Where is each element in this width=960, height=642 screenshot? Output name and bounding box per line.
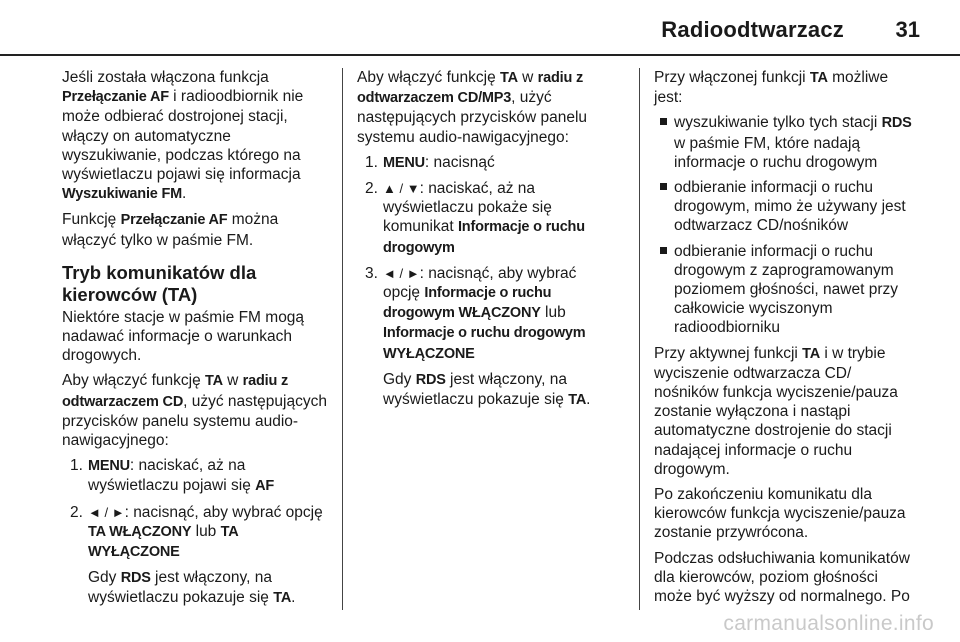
bullet-item: odbieranie informacji o ruchu drogowym z zaprogramowanym poziomem głośności, nawet przy całkowicie wyciszonym radioodbiorniku bbox=[654, 242, 920, 338]
paragraph-volume: Podczas odsłuchiwania komunikatów dla kierowców, poziom głośności może być wyższy od normalnego. Po bbox=[654, 549, 910, 606]
column-middle bbox=[357, 68, 615, 416]
paragraph-ta-intro: Niektóre stacje w paśmie FM mogą nadawać informacje o warunkach drogowych. bbox=[62, 308, 305, 365]
left-right-arrows-icon: ◄ / ► bbox=[383, 265, 420, 281]
term-menu: MENU bbox=[383, 154, 425, 171]
watermark: carmanualsonline.info bbox=[723, 612, 934, 635]
paragraph-after-announcement: Po zakończeniu komunikatu dla kierowców funkcja wyciszenie/pauza zostanie przywrócona. bbox=[654, 486, 906, 542]
paragraph-ta-mute: Przy aktywnej funkcji TA i w trybie wyciszenie odtwarzacza CD/ nośników funkcja wyciszenie/pauza zostanie wyłączona i nastąpi automatyczne dostrojenie do stacji nadającej informacje o ruchu drogowym. bbox=[654, 344, 898, 478]
step-item: 3. ◄ / ►: nacisnąć, aby wybrać opcję Informacje o ruchu drogowym WŁĄCZONY lub Informacje o ruchu drogowym WYŁĄCZONE Gdy RDS jest włączony, na wyświetlaczu pokazuje się TA. bbox=[357, 264, 615, 410]
term-fm-search: Wyszukiwanie FM bbox=[62, 186, 183, 203]
page-header bbox=[0, 0, 960, 56]
paragraph-af-switching: Jeśli została włączona funkcja Przełączanie AF i radioodbiornik nie może odbierać dostrojonej stacji, włączy on automatyczne wyszukiwanie, podczas którego na wyświetlaczu pojawi się informacja Wyszukiwanie FM. bbox=[62, 69, 304, 203]
paragraph-ta-enabled: Przy włączonej funkcji TA możliwe jest: bbox=[654, 69, 889, 107]
paragraph-ta-cd: Aby włączyć funkcję TA w radiu z odtwarzaczem CD, użyć następujących przycisków panelu systemu audio-nawigacyjnego: bbox=[62, 372, 327, 450]
bullet-list bbox=[654, 113, 920, 337]
term-af-switching: Przełączanie AF bbox=[120, 212, 228, 229]
paragraph-fm-only: Funkcję Przełączanie AF można włączyć tylko w paśmie FM. bbox=[62, 211, 279, 249]
step-item: 2. ▲ / ▼: naciskać, aż na wyświetlaczu pokaże się komunikat Informacje o ruchu drogowym bbox=[365, 180, 585, 256]
term-menu: MENU bbox=[88, 458, 130, 475]
step-note: Gdy RDS jest włączony, na wyświetlaczu pokazuje się TA. bbox=[88, 569, 296, 607]
bullet-item: wyszukiwanie tylko tych stacji RDS w paśmie FM, które nadają informacje o ruchu drogowym bbox=[654, 113, 920, 172]
step-item: 1. MENU: nacisnąć bbox=[365, 153, 495, 171]
bullet-item: odbieranie informacji o ruchu drogowym, mimo że używany jest odtwarzacz CD/nośników bbox=[654, 178, 920, 236]
header-rule bbox=[0, 54, 960, 56]
page-title: Radioodtwarzacz bbox=[661, 17, 844, 42]
step-item: 1. MENU: naciskać, aż na wyświetlaczu pojawi się AF bbox=[70, 457, 275, 495]
steps-list bbox=[62, 456, 328, 608]
left-right-arrows-icon: ◄ / ► bbox=[88, 504, 125, 520]
column-left bbox=[62, 68, 328, 615]
column-divider bbox=[342, 68, 343, 610]
square-bullet-icon bbox=[660, 247, 667, 254]
step-item: 2. ◄ / ►: nacisnąć, aby wybrać opcję TA WŁĄCZONY lub TA WYŁĄCZONE Gdy RDS jest włączony, na wyświetlaczu pokazuje się TA. bbox=[62, 503, 328, 609]
paragraph-ta-cdmp3: Aby włączyć funkcję TA w radiu z odtwarzaczem CD/MP3, użyć następujących przycisków panelu systemu audio-nawigacyjnego: bbox=[357, 69, 588, 146]
section-heading: Tryb komunikatów dla kierowców (TA) bbox=[62, 261, 257, 305]
column-right bbox=[654, 68, 920, 612]
page-number: 31 bbox=[895, 17, 920, 42]
step-note: Gdy RDS jest włączony, na wyświetlaczu pokazuje się TA. bbox=[383, 370, 591, 409]
term-af-switching: Przełączanie AF bbox=[62, 89, 169, 106]
up-down-arrows-icon: ▲ / ▼ bbox=[383, 181, 420, 197]
steps-list bbox=[357, 153, 615, 410]
square-bullet-icon bbox=[660, 118, 667, 125]
square-bullet-icon bbox=[660, 183, 667, 190]
column-divider bbox=[639, 68, 640, 610]
